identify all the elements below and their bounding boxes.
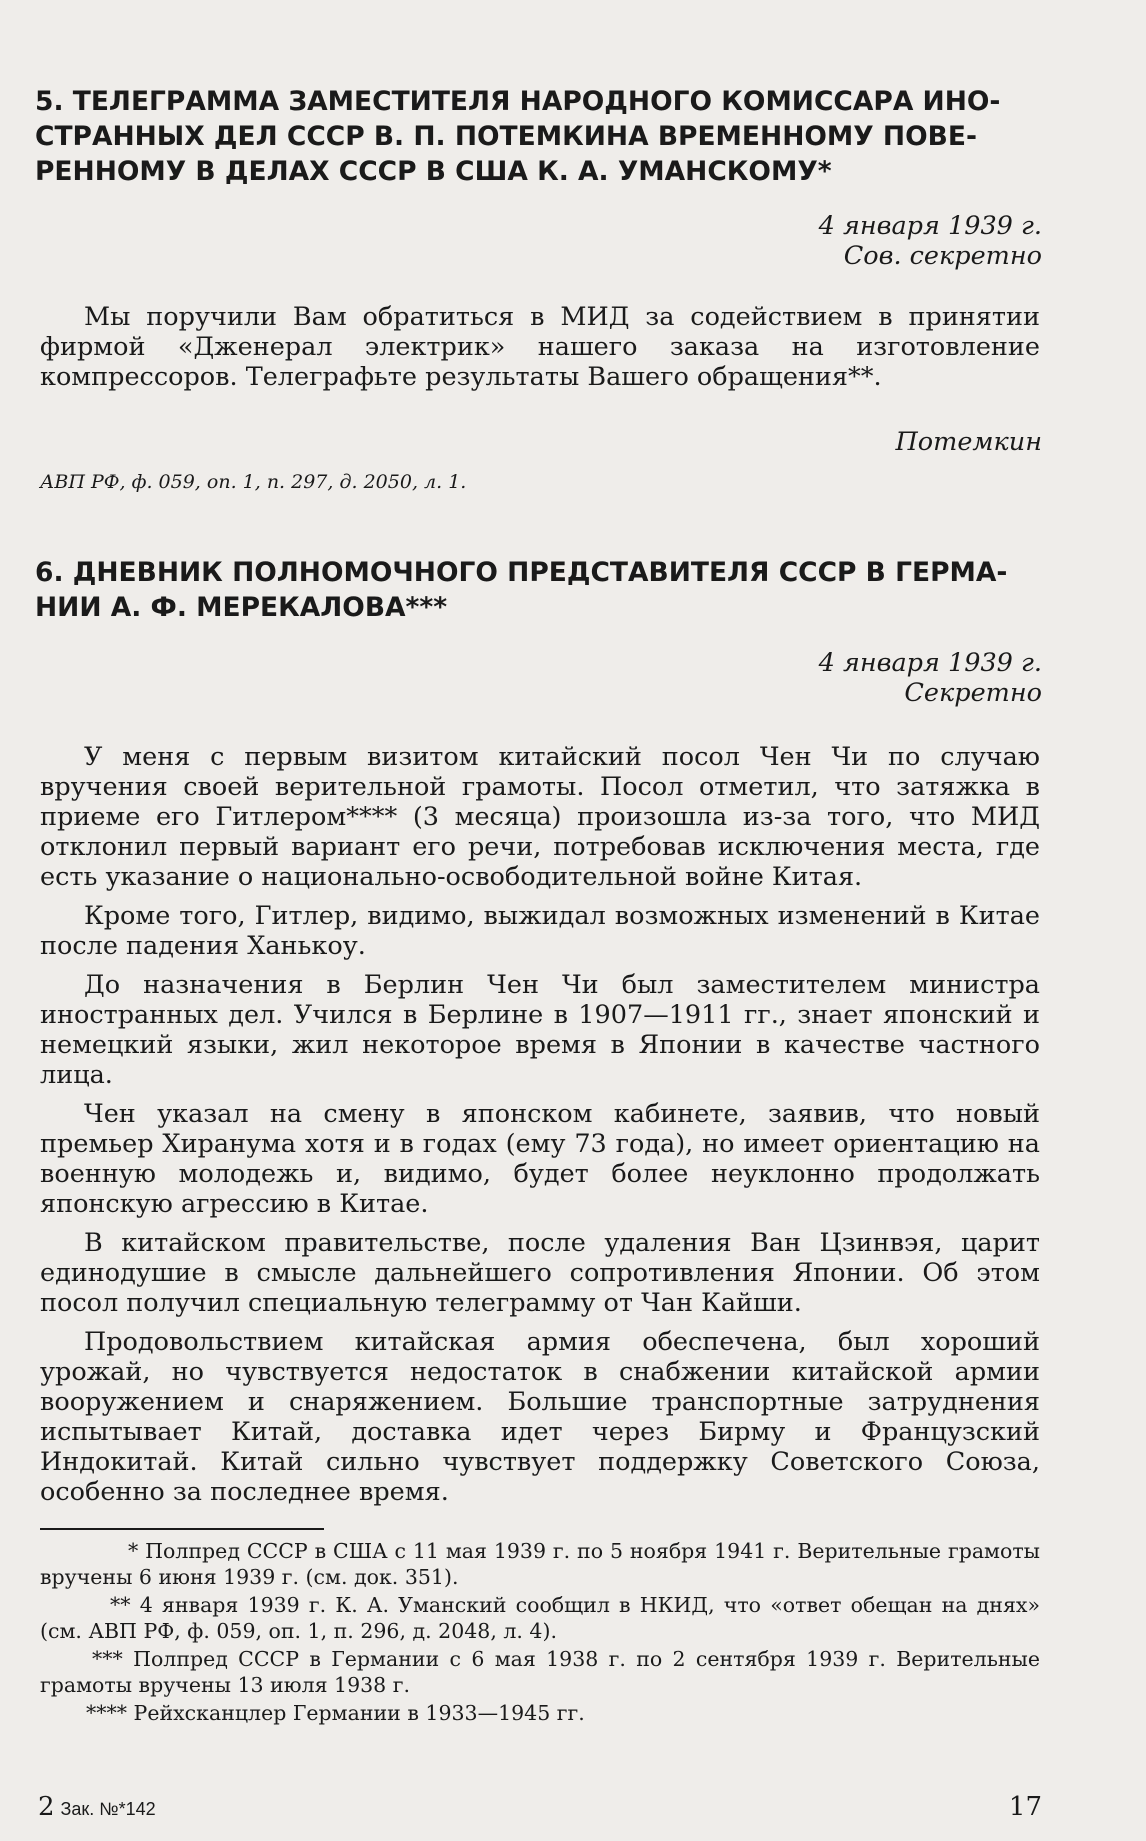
footnote [40,1538,1040,1590]
footnote-text: Рейхсканцлер Германии в 1933—1945 гг. [133,1701,585,1725]
doc5-date: 4 января 1939 г. [818,211,1042,241]
doc5-heading [35,84,1040,189]
doc5-archive-source: АВП РФ, ф. 059, оп. 1, п. 297, д. 2050, л. 1. [40,471,467,493]
footnote-text: 4 января 1939 г. К. А. Уманский сообщил в НКИД, что «ответ обещан на днях» (см. АВП РФ, ф. 059, оп. 1, п. 296, д. 2048, л. 4). [40,1593,1040,1643]
doc5-heading-line-3: РЕННОМУ В ДЕЛАХ СССР В США К. А. УМАНСКОМУ* [35,156,832,187]
doc6-classification: Секретно [904,678,1042,708]
doc5-heading-line-1: 5. ТЕЛЕГРАММА ЗАМЕСТИТЕЛЯ НАРОДНОГО КОМИССАРА ИНО- [35,86,1001,117]
doc5-classification: Сов. секретно [843,241,1042,271]
order-number: Зак. №*142 [60,1799,156,1819]
doc6-paragraph: Продовольствием китайская армия обеспечена, был хороший урожай, но чувствуется недостаток в снабжении китайской армии вооружением и снаряжением. Большие транспортные затруднения испытывает Китай, доставка идет через Бирму и Французский Индокитай. Китай сильно чувствует поддержку Советского Союза, особенно за последнее время. [40,1327,1040,1507]
footnote [40,1646,1040,1698]
signature-mark: 2 [38,1792,55,1822]
doc6-heading-line-1: 6. ДНЕВНИК ПОЛНОМОЧНОГО ПРЕДСТАВИТЕЛЯ СССР В ГЕРМА- [35,557,1008,588]
doc5-paragraph: Мы поручили Вам обратиться в МИД за содействием в принятии фирмой «Дженерал электрик» нашего заказа на изготовление компрессоров. Телеграфьте результаты Вашего обращения**. [40,302,1040,392]
doc6-number: 6. [35,557,64,588]
doc6-paragraph: В китайском правительстве, после удаления Ван Цзинвэя, царит единодушие в смысле дальнейшего сопротивления Японии. Об этом посол получил специальную телеграмму от Чан Кайши. [40,1228,1040,1318]
footnote-mark: * [128,1539,139,1563]
footnote [40,1700,1040,1726]
doc6-body [40,742,1040,1516]
doc5-heading-line-2: СТРАННЫХ ДЕЛ СССР В. П. ПОТЕМКИНА ВРЕМЕННОМУ ПОВЕ- [35,121,977,152]
doc6-heading-line-2: НИИ А. Ф. МЕРЕКАЛОВА*** [35,592,448,623]
doc6-paragraph: Чен указал на смену в японском кабинете, заявив, что новый премьер Хиранума хотя и в годах (ему 73 года), но имеет ориентацию на военную молодежь и, видимо, будет более неуклонно продолжать японскую агрессию в Китае. [40,1099,1040,1219]
printer-signature [38,1792,156,1824]
doc5-number: 5. [35,86,64,117]
footnote [40,1592,1040,1644]
doc6-paragraph: До назначения в Берлин Чен Чи был заместителем министра иностранных дел. Учился в Берлине в 1907—1911 гг., знает японский и немецкий языки, жил некоторое время в Японии в качестве частного лица. [40,970,1040,1090]
footnote-divider [40,1528,324,1530]
page-number: 17 [1008,1792,1042,1822]
footnote-mark: **** [86,1701,127,1725]
footnote-text: Полпред СССР в США с 11 мая 1939 г. по 5 ноября 1941 г. Верительные грамоты вручены 6 июня 1939 г. (см. док. 351). [40,1539,1040,1589]
doc6-date: 4 января 1939 г. [818,648,1042,678]
footnote-mark: ** [110,1593,131,1617]
doc6-heading [35,555,1040,625]
footnote-text: Полпред СССР в Германии с 6 мая 1938 г. по 2 сентября 1939 г. Верительные грамоты вручены 13 июля 1938 г. [40,1647,1040,1697]
footnote-mark: *** [92,1647,123,1671]
footnotes [40,1538,1040,1728]
doc6-paragraph: У меня с первым визитом китайский посол Чен Чи по случаю вручения своей верительной грамоты. Посол отметил, что затяжка в приеме его Гитлером**** (3 месяца) произошла из-за того, что МИД отклонил первый вариант его речи, потребовав исключения места, где есть указание о национально-освободительной войне Китая. [40,742,1040,892]
doc5-signature: Потемкин [895,427,1042,457]
doc6-paragraph: Кроме того, Гитлер, видимо, выжидал возможных изменений в Китае после падения Ханькоу. [40,901,1040,961]
